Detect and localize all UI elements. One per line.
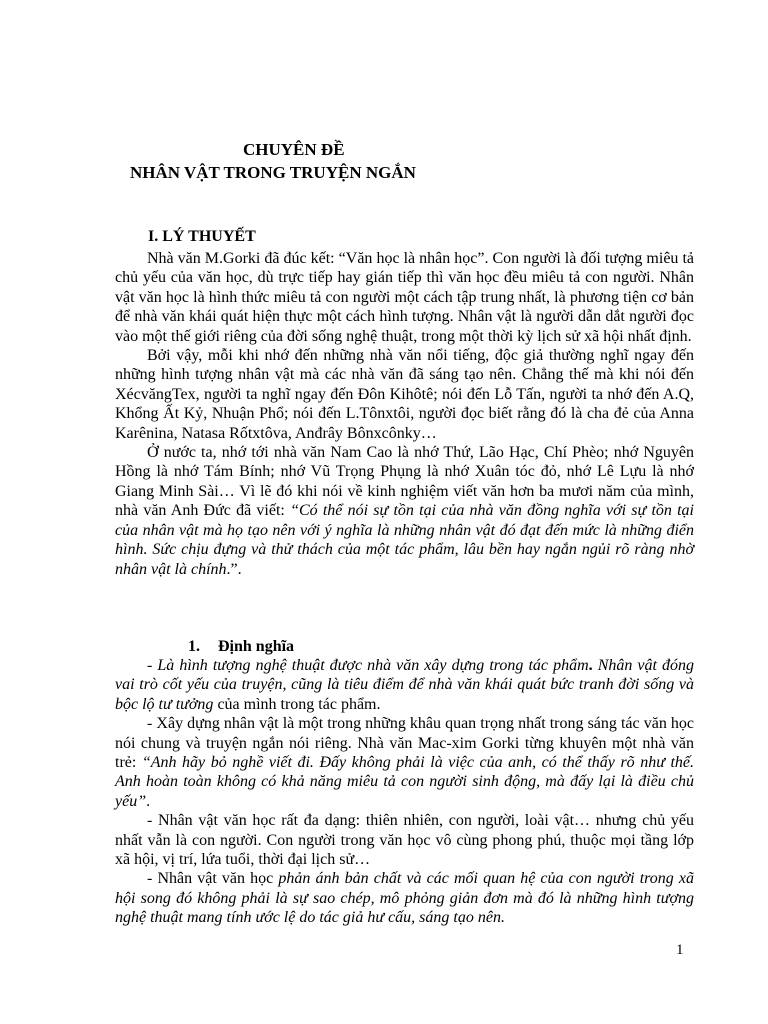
bullet-paragraph	[115, 869, 694, 927]
subsection-number: 1.	[188, 638, 200, 655]
quote-text: “Có thể nói sự tồn tại của nhà văn đồng nghĩa với sự tồn tại của nhân vật mà họ tạo nên với ý nghĩa là những nhân vật đó đạt đến mức là những điển hình. Sức chịu đựng và thử thách của một tác phẩm, lâu bền hay ngắn ngủi rõ ràng nhờ nhân vật là chính	[115, 502, 694, 578]
paragraph: Nhà văn M.Gorki đã đúc kết: “Văn học là nhân học”. Con người là đối tượng miêu tả chủ yếu của văn học, dù trực tiếp hay gián tiếp thì văn học đều miêu tả con người. Nhân vật văn học là hình thức miêu tả con người một cách tập trung nhất, là phương tiện cơ bản để nhà văn khái quát hiện thực một cách hình tượng. Nhân vật là người dẫn dắt người đọc vào một thế giới riêng của đời sống nghệ thuật, trong một thời kỳ lịch sử xã hội nhất định.	[115, 250, 694, 345]
bullet-paragraph	[115, 656, 694, 714]
subsection-title: Định nghĩa	[218, 638, 295, 655]
bullet-text: của mình trong tác phẩm.	[213, 695, 381, 713]
bullet-text: .	[146, 792, 151, 810]
bullet-paragraph: - Nhân vật văn học rất đa dạng: thiên nhiên, con người, loài vật… nhưng chủ yếu nhất vẫn là con người. Con người trong văn học vô cùng phong phú, thuộc mọi tầng lớp xã hội, vị trí, lứa tuổi, thời đại lịch sử…	[115, 812, 694, 869]
paragraph-text: Ở nước ta, nhớ tới nhà văn Nam Cao là nhớ Thứ, Lão Hạc, Chí Phèo; nhớ Nguyên Hồng là nhớ Tám Bính; nhớ Vũ Trọng Phụng là nhớ Xuân tóc đỏ, nhớ Lê Lựu là nhớ Giang Minh Sài… Vì lẽ đó khi nói về kinh nghiệm viết văn hơn ba mươi năm của mình, nhà văn Anh Đức đã viết:	[115, 444, 694, 520]
section-theory-body	[115, 249, 694, 579]
page-number: 1	[676, 942, 684, 958]
paragraph: Bởi vậy, mỗi khi nhớ đến những nhà văn nổi tiếng, độc giả thường nghĩ ngay đến những hình tượng nhân vật mà các nhà văn đã sáng tạo nên. Chẳng thế mà khi nói đến XécvăngTex, người ta nghĩ ngay đến Đôn Kihôtê; nói đến Lỗ Tấn, người ta nhớ đến A.Q, Khổng Ất Kỷ, Nhuận Phổ; nói đến L.Tônxtôi, người đọc biết rằng đó là cha đẻ của Anna Karênina, Natasa Rốtxtôva, Anđrây Bônxcônky…	[115, 347, 694, 442]
subsection-definition-body	[115, 656, 694, 928]
quote-text: “Anh hãy bỏ nghề viết đi. Đấy không phải là việc của anh, có thể thấy rõ như thế. Anh hoàn toàn không có khả năng miêu tả con người sinh động, mà đấy lại là điều chủ yếu”	[115, 754, 695, 810]
bullet-text: phản ánh bản chất và các mối quan hệ của con người trong xã hội song đó không phải là sự sao chép, mô phỏng giản đơn mà đó là những hình tượng nghệ thuật mang tính ước lệ do tác giả hư cấu, sáng tạo nên.	[115, 870, 695, 927]
bullet-text: - Xây dựng nhân vật là một trong những khâu quan trọng nhất trong sáng tác văn học nói chung và truyện ngắn nói riêng. Nhà văn Mac-xim Gorki từng khuyên một nhà văn trẻ:	[115, 715, 694, 772]
bullet-text: Nhân vật đóng vai trò cốt yếu của truyện, cũng là tiêu điểm để nhà văn khái quát bức tranh đời sống và bộc lộ tư tưởng	[115, 657, 695, 713]
paragraph	[115, 443, 694, 579]
section-heading-theory: I. LÝ THUYẾT	[148, 228, 256, 245]
document-title-line2: NHÂN VẬT TRONG TRUYỆN NGẮN	[130, 163, 416, 182]
subsection-heading-definition	[188, 638, 294, 656]
bullet-paragraph	[115, 714, 694, 811]
paragraph-text: .”.	[226, 560, 242, 578]
bullet-text: - Nhân vật văn học	[147, 870, 279, 888]
document-title-line1: CHUYÊN ĐỀ	[243, 140, 345, 159]
bullet-text: - Là hình tượng nghệ thuật được nhà văn xây dựng trong tác phẩm	[147, 657, 589, 674]
bullet-text: .	[588, 657, 593, 674]
